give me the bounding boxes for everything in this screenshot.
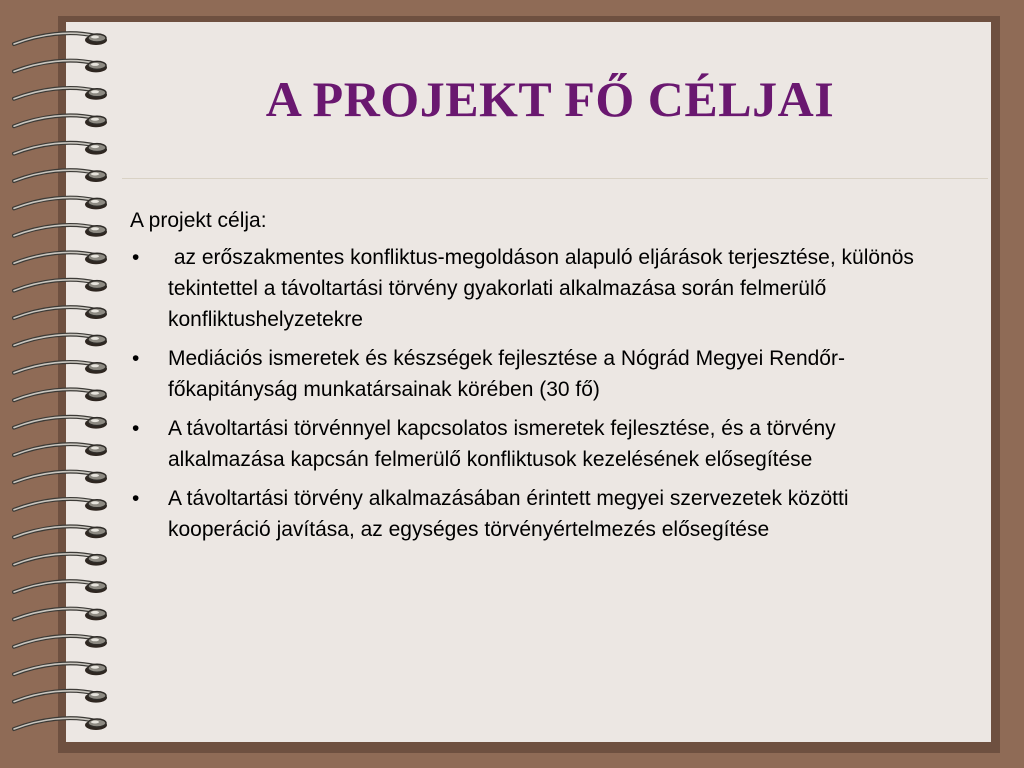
spiral-ring (14, 335, 107, 347)
spiral-ring (14, 362, 107, 374)
list-item (130, 413, 940, 475)
list-item (130, 483, 940, 545)
spiral-ring (14, 554, 107, 566)
spiral-ring (14, 143, 107, 155)
spiral-ring (14, 198, 107, 210)
bullet-list (130, 242, 940, 545)
spiral-ring (14, 609, 107, 621)
spiral-ring (14, 444, 107, 456)
spiral-ring (14, 88, 107, 100)
spiral-ring (14, 307, 107, 319)
spiral-ring (14, 718, 107, 730)
spiral-ring (14, 472, 107, 484)
spiral-ring (14, 499, 107, 511)
bullet-marker: • (132, 417, 140, 440)
slide-content (130, 205, 940, 553)
bullet-marker: • (132, 487, 140, 510)
intro-text: A projekt célja: (130, 209, 267, 232)
spiral-ring (14, 33, 107, 45)
spiral-ring (14, 691, 107, 703)
spiral-ring (14, 526, 107, 538)
spiral-binding-icon (0, 0, 120, 768)
spiral-ring (14, 280, 107, 292)
spiral-ring (14, 115, 107, 127)
spiral-ring (14, 61, 107, 73)
spiral-ring (14, 225, 107, 237)
spiral-ring (14, 417, 107, 429)
bullet-text: A távoltartási törvény alkalmazásában érintett megyei szervezetek közötti kooperáció javítása, az egységes törvényértelmezés elősegítése (168, 487, 849, 541)
list-item (130, 242, 940, 335)
bullet-text: az erőszakmentes konfliktus-megoldáson alapuló eljárások terjesztése, különös tekintettel a távoltartási törvény gyakorlati alkalmazása során felmerülő konfliktushelyzetekre (168, 246, 920, 331)
bullet-marker: • (132, 347, 140, 370)
spiral-ring (14, 252, 107, 264)
spiral-ring (14, 389, 107, 401)
spiral-ring (14, 581, 107, 593)
spiral-ring (14, 170, 107, 182)
list-item (130, 343, 940, 405)
bullet-marker: • (132, 246, 140, 269)
spiral-ring (14, 636, 107, 648)
page-title: A PROJEKT FŐ CÉLJAI (265, 71, 835, 127)
spiral-ring (14, 663, 107, 675)
bullet-text: A távoltartási törvénnyel kapcsolatos ismeretek fejlesztése, és a törvény alkalmazása kapcsán felmerülő konfliktusok kezelésének elősegítése (168, 417, 836, 471)
title-divider (122, 178, 988, 179)
bullet-text: Mediációs ismeretek és készségek fejlesztése a Nógrád Megyei Rendőr-főkapitányság munkatársainak körében (30 fő) (168, 347, 845, 401)
